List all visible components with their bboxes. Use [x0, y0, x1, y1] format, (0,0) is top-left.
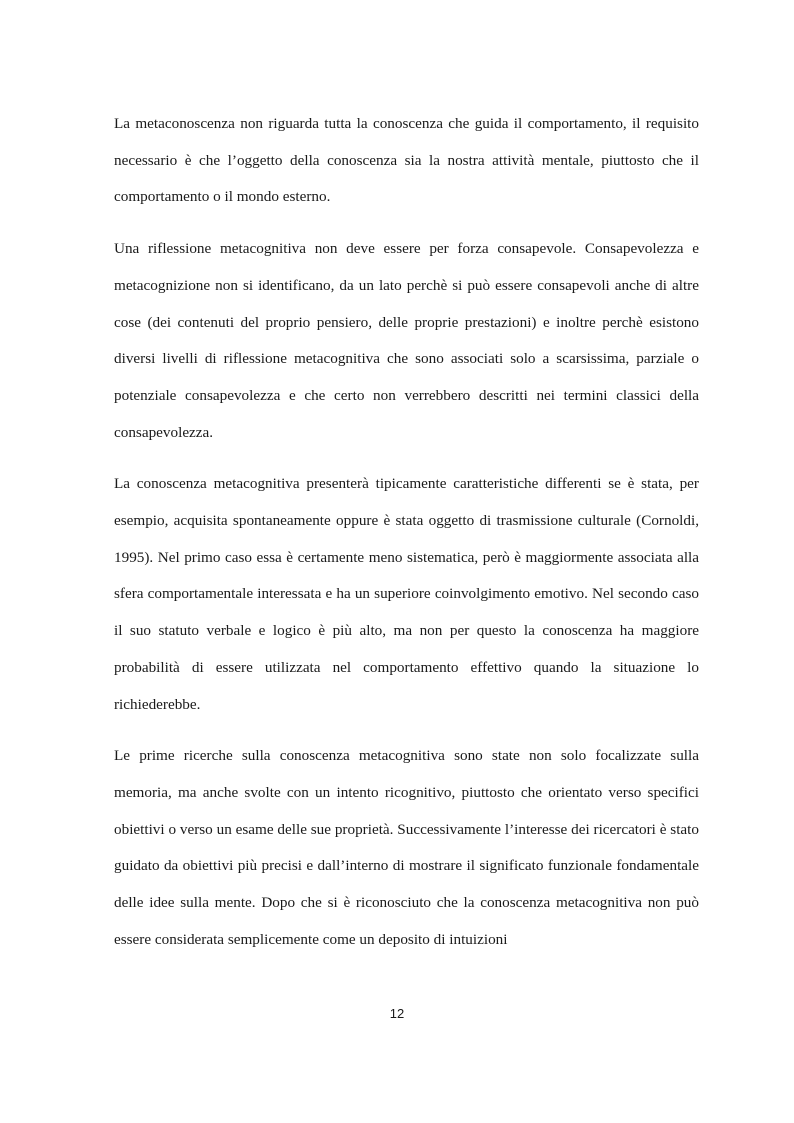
body-text	[114, 106, 699, 973]
paragraph-2: Una riflessione metacognitiva non deve essere per forza consapevole. Consapevolezza e metacognizione non si identificano, da un lato perchè si può essere consapevoli anche di altre cose (dei contenuti del proprio pensiero, delle proprie prestazioni) e inoltre perchè esistono diversi livelli di riflessione metacognitiva che sono associati solo a scarsissima, parziale o potenziale consapevolezza e che certo non verrebbero descritti nei termini classici della consapevolezza.	[114, 240, 699, 441]
paragraph-1: La metaconoscenza non riguarda tutta la conoscenza che guida il comportamento, il requisito necessario è che l’oggetto della conoscenza sia la nostra attività mentale, piuttosto che il comportamento o il mondo esterno.	[114, 115, 699, 206]
page-number: 12	[389, 1006, 405, 1021]
paragraph-4: Le prime ricerche sulla conoscenza metacognitiva sono state non solo focalizzate sulla memoria, ma anche svolte con un intento ricognitivo, piuttosto che orientato verso specifici obiettivi o verso un esame delle sue proprietà. Successivamente l’interesse dei ricercatori è stato guidato da obiettivi più precisi e dall’interno di mostrare il significato funzionale fondamentale delle idee sulla mente. Dopo che si è riconosciuto che la conoscenza metacognitiva non può essere considerata semplicemente come un deposito di intuizioni	[114, 747, 699, 948]
paragraph-3: La conoscenza metacognitiva presenterà tipicamente caratteristiche differenti se è stata, per esempio, acquisita spontaneamente oppure è stata oggetto di trasmissione culturale (Cornoldi, 1995). Nel primo caso essa è certamente meno sistematica, però è maggiormente associata alla sfera comportamentale interessata e ha un superiore coinvolgimento emotivo. Nel secondo caso il suo statuto verbale e logico è più alto, ma non per questo la conoscenza ha maggiore probabilità di essere utilizzata nel comportamento effettivo quando la situazione lo richiederebbe.	[114, 475, 699, 713]
